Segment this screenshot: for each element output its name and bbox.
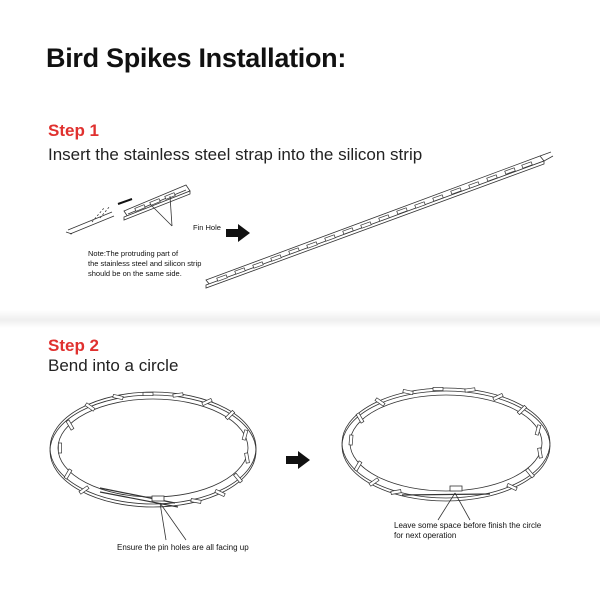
page-title: Bird Spikes Installation:	[46, 43, 347, 73]
caption-line: for next operation	[394, 531, 457, 540]
step1-label: Step 1	[48, 121, 100, 140]
fin-hole-label: Fin Hole	[193, 223, 221, 232]
ring-closed-diagram	[342, 387, 550, 520]
right-arrow-icon	[286, 451, 310, 469]
step2-left-caption: Ensure the pin holes are all facing up	[117, 543, 249, 552]
caption-line: Leave some space before finish the circle	[394, 521, 542, 530]
step2-label: Step 2	[48, 336, 100, 355]
note-line: the stainless steel and silicon strip	[88, 259, 202, 268]
step2-description: Bend into a circle	[48, 356, 179, 375]
note-line: should be on the same side.	[88, 269, 182, 278]
step1-note	[88, 249, 248, 279]
note-line: Note:The protruding part of	[88, 249, 179, 258]
right-arrow-icon	[226, 224, 250, 242]
short-strap-diagram	[66, 185, 190, 234]
step1-description: Insert the stainless steel strap into the silicon strip	[48, 145, 423, 164]
ring-open-diagram	[50, 392, 256, 540]
step2-right-caption	[394, 521, 541, 541]
long-strap-diagram	[206, 152, 553, 288]
